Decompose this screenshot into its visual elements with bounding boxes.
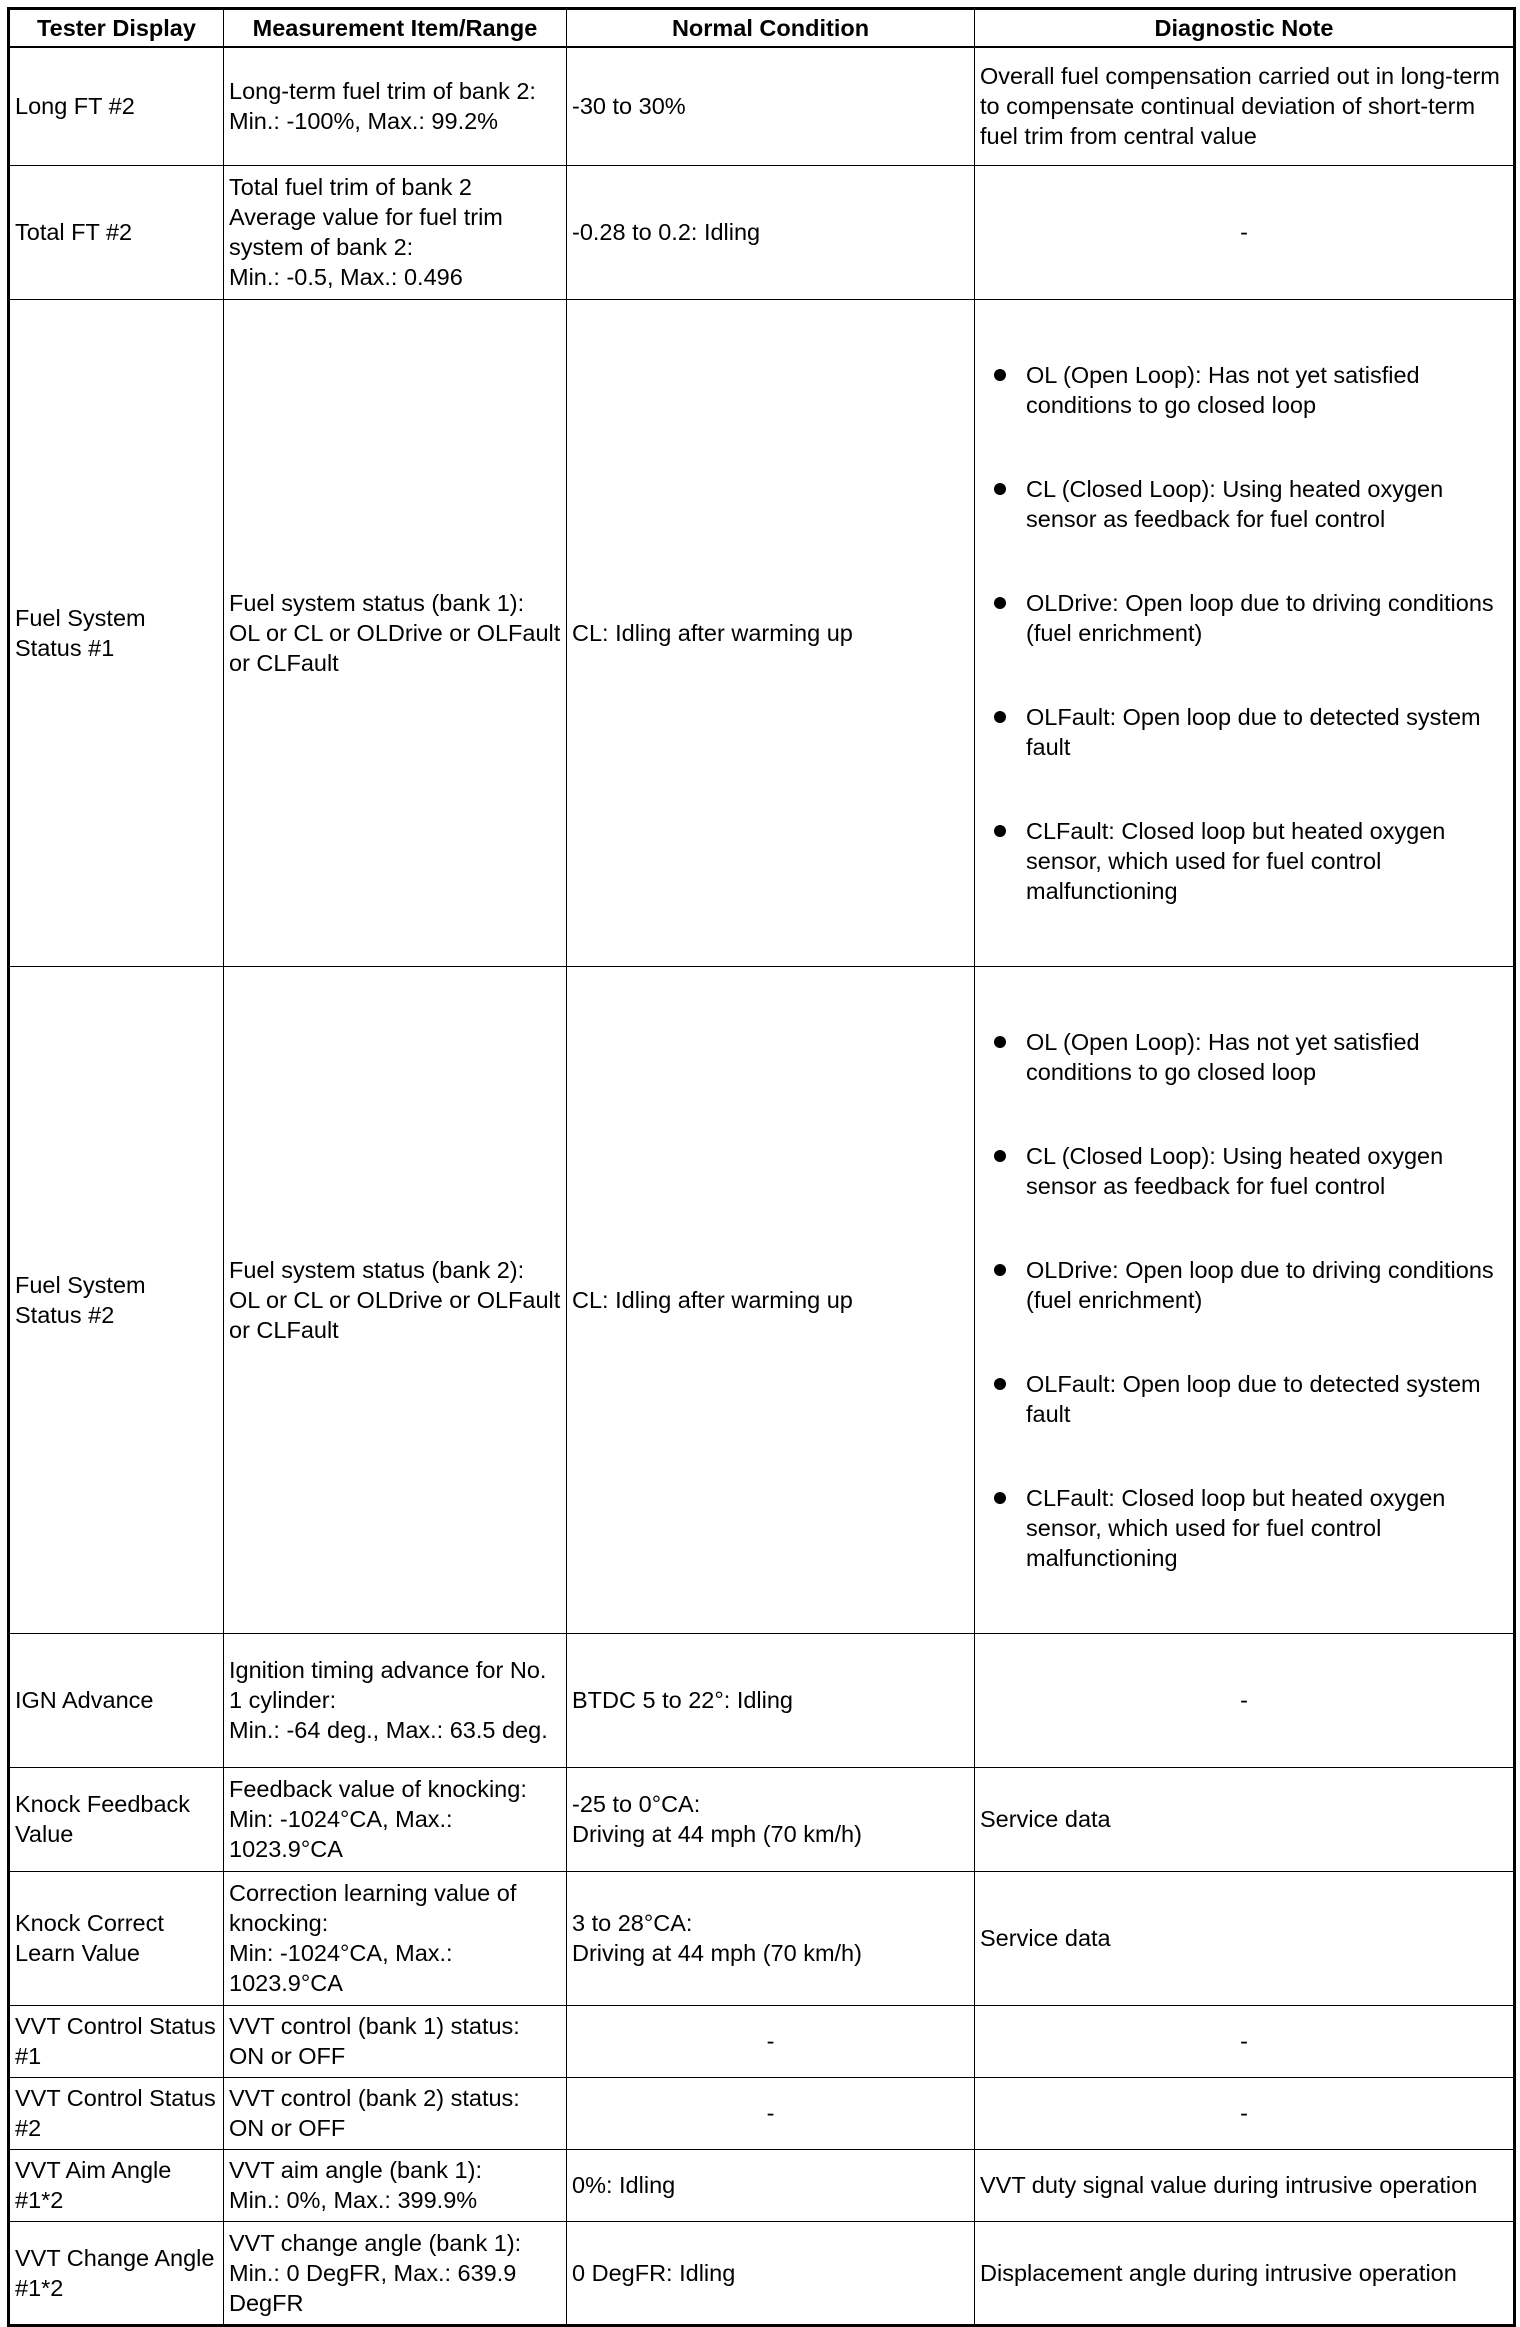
list-item	[994, 1369, 1508, 1429]
list-item-text: OLFault: Open loop due to detected system fault	[1026, 1370, 1481, 1427]
measurement-item-cell: Total fuel trim of bank 2 Average value for fuel trim system of bank 2: Min.: -0.5, Max.: 0.496	[224, 165, 567, 299]
list-item-text: CLFault: Closed loop but heated oxygen sensor, which used for fuel control malfunctioning	[1026, 817, 1446, 904]
table-row	[9, 47, 1515, 165]
list-item-text: OLDrive: Open loop due to driving conditions (fuel enrichment)	[1026, 1256, 1494, 1313]
tester-display-cell: Knock Correct Learn Value	[9, 1871, 224, 2005]
table-row	[9, 1633, 1515, 1767]
bullet-icon	[994, 1150, 1006, 1162]
list-item	[994, 360, 1508, 420]
list-item-text: OLDrive: Open loop due to driving conditions (fuel enrichment)	[1026, 589, 1494, 646]
list-item-text: CL (Closed Loop): Using heated oxygen sensor as feedback for fuel control	[1026, 475, 1444, 532]
table-row	[9, 1767, 1515, 1871]
list-item	[994, 702, 1508, 762]
normal-condition-cell: -0.28 to 0.2: Idling	[567, 165, 975, 299]
diagnostic-note-cell	[975, 966, 1515, 1633]
bullet-icon	[994, 1264, 1006, 1276]
normal-condition-cell: -25 to 0°CA: Driving at 44 mph (70 km/h)	[567, 1767, 975, 1871]
measurement-item-cell: VVT control (bank 1) status: ON or OFF	[224, 2005, 567, 2077]
tester-display-cell: Long FT #2	[9, 47, 224, 165]
measurement-item-cell: VVT aim angle (bank 1): Min.: 0%, Max.: 399.9%	[224, 2149, 567, 2221]
normal-condition-cell: CL: Idling after warming up	[567, 966, 975, 1633]
normal-condition-cell: -	[567, 2077, 975, 2149]
bullet-icon	[994, 483, 1006, 495]
document-page	[7, 7, 1513, 2316]
bullet-icon	[994, 597, 1006, 609]
diagnostic-note-cell: Overall fuel compensation carried out in long-term to compensate continual deviation of short-term fuel trim from central value	[975, 47, 1515, 165]
diagnostic-note-cell: -	[975, 2077, 1515, 2149]
normal-condition-cell: 3 to 28°CA: Driving at 44 mph (70 km/h)	[567, 1871, 975, 2005]
tester-display-cell: VVT Change Angle #1*2	[9, 2221, 224, 2325]
table-row	[9, 966, 1515, 1633]
list-item	[994, 1483, 1508, 1573]
measurement-item-cell: Ignition timing advance for No. 1 cylinder: Min.: -64 deg., Max.: 63.5 deg.	[224, 1633, 567, 1767]
measurement-item-cell: VVT control (bank 2) status: ON or OFF	[224, 2077, 567, 2149]
measurement-item-cell: Long-term fuel trim of bank 2: Min.: -100%, Max.: 99.2%	[224, 47, 567, 165]
diagnostic-note-cell	[975, 299, 1515, 966]
list-item-text: OL (Open Loop): Has not yet satisfied conditions to go closed loop	[1026, 361, 1420, 418]
header-diagnostic-note: Diagnostic Note	[975, 9, 1515, 48]
normal-condition-cell: -30 to 30%	[567, 47, 975, 165]
diagnostic-note-list	[980, 330, 1508, 936]
list-item	[994, 1141, 1508, 1201]
list-item	[994, 474, 1508, 534]
tester-display-cell: Fuel System Status #2	[9, 966, 224, 1633]
list-item	[994, 1255, 1508, 1315]
normal-condition-cell: BTDC 5 to 22°: Idling	[567, 1633, 975, 1767]
list-item-text: CL (Closed Loop): Using heated oxygen sensor as feedback for fuel control	[1026, 1142, 1444, 1199]
bullet-icon	[994, 825, 1006, 837]
tester-display-cell: IGN Advance	[9, 1633, 224, 1767]
table-row	[9, 2077, 1515, 2149]
tester-display-cell: Fuel System Status #1	[9, 299, 224, 966]
list-item	[994, 1027, 1508, 1087]
normal-condition-cell: -	[567, 2005, 975, 2077]
bullet-icon	[994, 1036, 1006, 1048]
list-item-text: OLFault: Open loop due to detected system fault	[1026, 703, 1481, 760]
measurement-item-cell: Correction learning value of knocking: Min: -1024°CA, Max.: 1023.9°CA	[224, 1871, 567, 2005]
header-measurement-item: Measurement Item/Range	[224, 9, 567, 48]
tester-display-cell: VVT Control Status #2	[9, 2077, 224, 2149]
list-item	[994, 816, 1508, 906]
diagnostic-note-list	[980, 997, 1508, 1603]
tester-display-cell: VVT Control Status #1	[9, 2005, 224, 2077]
header-normal-condition: Normal Condition	[567, 9, 975, 48]
table-row	[9, 2221, 1515, 2325]
normal-condition-cell: 0%: Idling	[567, 2149, 975, 2221]
diagnostic-note-cell: Service data	[975, 1871, 1515, 2005]
list-item-text: OL (Open Loop): Has not yet satisfied conditions to go closed loop	[1026, 1028, 1420, 1085]
normal-condition-cell: CL: Idling after warming up	[567, 299, 975, 966]
header-row	[9, 9, 1515, 48]
diagnostic-note-cell: -	[975, 2005, 1515, 2077]
table-row	[9, 2149, 1515, 2221]
diagnostic-note-cell: -	[975, 1633, 1515, 1767]
diagnostic-note-cell: Displacement angle during intrusive operation	[975, 2221, 1515, 2325]
diagnostic-note-cell: -	[975, 165, 1515, 299]
tester-display-cell: Knock Feedback Value	[9, 1767, 224, 1871]
list-item-text: CLFault: Closed loop but heated oxygen sensor, which used for fuel control malfunctioning	[1026, 1484, 1446, 1571]
measurement-item-cell: Fuel system status (bank 1): OL or CL or OLDrive or OLFault or CLFault	[224, 299, 567, 966]
table-row	[9, 299, 1515, 966]
tester-display-cell: VVT Aim Angle #1*2	[9, 2149, 224, 2221]
table-row	[9, 165, 1515, 299]
diagnostic-note-cell: Service data	[975, 1767, 1515, 1871]
bullet-icon	[994, 1492, 1006, 1504]
bullet-icon	[994, 1378, 1006, 1390]
header-tester-display: Tester Display	[9, 9, 224, 48]
table-row	[9, 2005, 1515, 2077]
normal-condition-cell: 0 DegFR: Idling	[567, 2221, 975, 2325]
diagnostic-data-table	[7, 7, 1516, 2327]
tester-display-cell: Total FT #2	[9, 165, 224, 299]
diagnostic-note-cell: VVT duty signal value during intrusive operation	[975, 2149, 1515, 2221]
bullet-icon	[994, 711, 1006, 723]
list-item	[994, 588, 1508, 648]
table-row	[9, 1871, 1515, 2005]
measurement-item-cell: VVT change angle (bank 1): Min.: 0 DegFR, Max.: 639.9 DegFR	[224, 2221, 567, 2325]
measurement-item-cell: Feedback value of knocking: Min: -1024°CA, Max.: 1023.9°CA	[224, 1767, 567, 1871]
measurement-item-cell: Fuel system status (bank 2): OL or CL or OLDrive or OLFault or CLFault	[224, 966, 567, 1633]
bullet-icon	[994, 369, 1006, 381]
